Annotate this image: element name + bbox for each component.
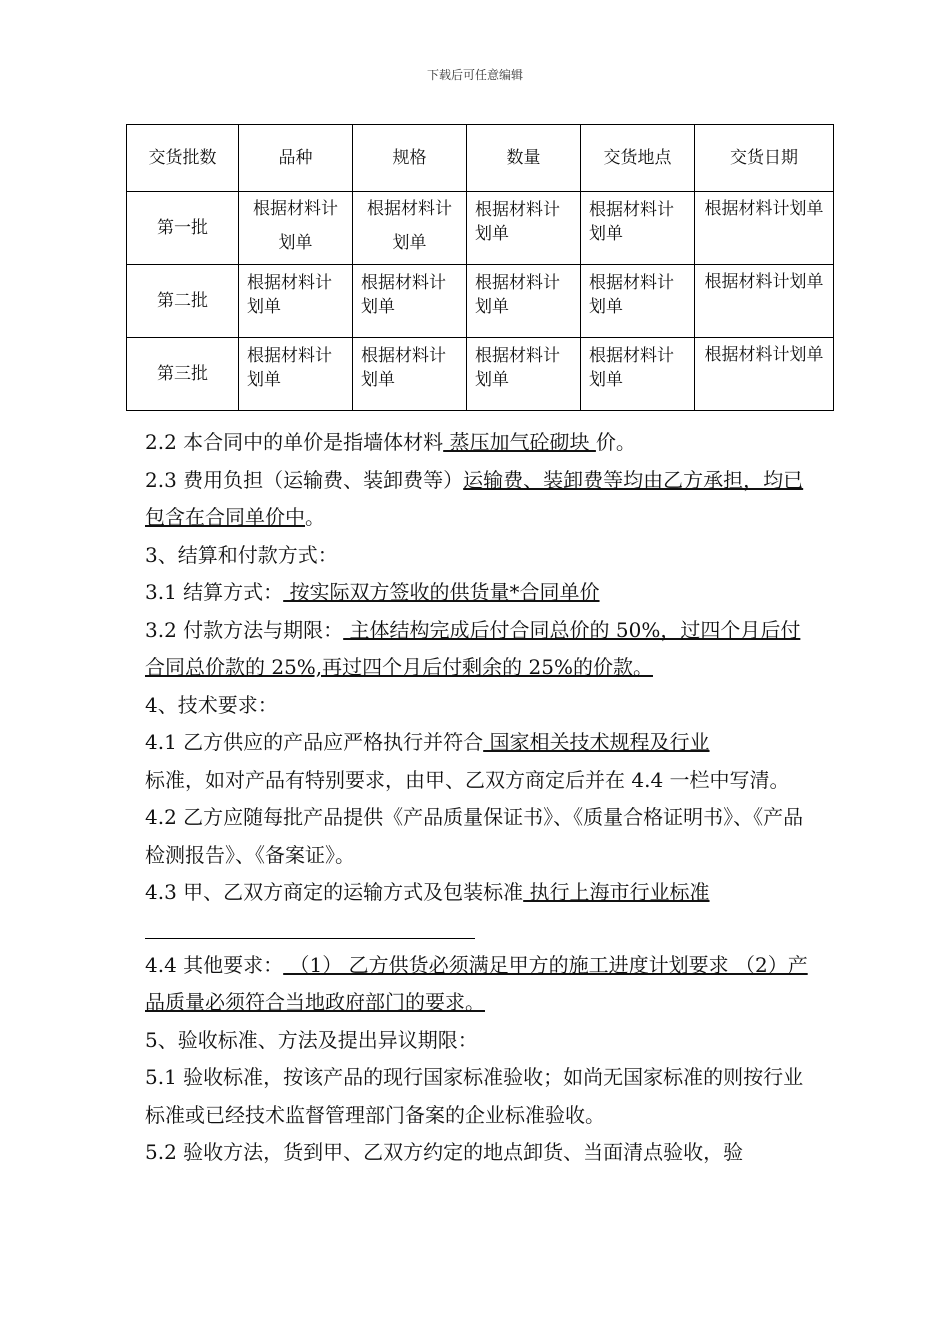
clause-fill: （1） 乙方供货必须满足甲方的施工进度计划要求 （2）产品质量必须符合当地政府部门的要求。 — [145, 952, 808, 1014]
table-cell: 根据材料计划单 — [695, 192, 834, 265]
table-cell: 根据材料计划单 — [239, 265, 353, 338]
header-cell: 交货批数 — [127, 125, 239, 192]
table-cell: 根据材料计划单 — [581, 192, 695, 265]
clause-text: 标准，如对产品有特别要求，由甲、乙双方商定后并在 4.4 一栏中写清。 — [145, 767, 790, 792]
clause-text: 价。 — [595, 430, 636, 454]
clause-text: 3.2 付款方法与期限： — [145, 617, 344, 642]
delivery-schedule-table — [126, 124, 834, 411]
table-cell: 根据材料计划单 — [467, 192, 581, 265]
header-cell: 数量 — [467, 125, 581, 192]
clause-fill: 执行上海市行业标准 — [523, 880, 710, 904]
table-cell: 根据材料计划单 — [695, 265, 834, 338]
contract-body — [145, 424, 810, 1172]
clause-text: 4.1 乙方供应的产品应严格执行并符合 — [145, 730, 484, 754]
clause-4-3 — [145, 874, 810, 912]
table-cell: 根据材料计划单 — [353, 265, 467, 338]
header-cell: 交货日期 — [695, 125, 834, 192]
table-cell: 根据材料计划单 — [581, 338, 695, 411]
header-cell: 规格 — [353, 125, 467, 192]
header-cell: 品种 — [239, 125, 353, 192]
clause-5-2: 5.2 验收方法，货到甲、乙双方约定的地点卸货、当面清点验收，验 — [145, 1140, 744, 1164]
blank-line — [145, 912, 475, 939]
table-cell: 根据材料计划单 — [353, 192, 467, 265]
clause-4-2: 4.2 乙方应随每批产品提供《产品质量保证书》、《质量合格证明书》、《产品检测报告》、《备案证》。 — [145, 805, 804, 867]
table-cell: 根据材料计划单 — [467, 338, 581, 411]
clause-fill: 按实际双方签收的供货量*合同单价 — [283, 580, 600, 604]
clause-3-2 — [145, 612, 810, 687]
table-cell: 根据材料计划单 — [353, 338, 467, 411]
clause-5-1: 5.1 验收标准，按该产品的现行国家标准验收；如尚无国家标准的则按行业标准或已经技术监督管理部门备案的企业标准验收。 — [145, 1065, 804, 1127]
clause-text: 2.3 费用负担（运输费、装卸费等） — [145, 467, 464, 492]
clause-fill: 主体结构完成后付合同总价的 50%，过四个月后付合同总价款的 25%,再过四个月后付剩余的 25%的价款。 — [145, 617, 801, 679]
section-4-heading: 4、技术要求： — [145, 692, 278, 717]
clause-4-4 — [145, 947, 810, 1022]
section-5-heading: 5、验收标准、方法及提出异议期限： — [145, 1027, 478, 1052]
clause-text: 4.3 甲、乙双方商定的运输方式及包装标准 — [145, 880, 524, 904]
batch-cell: 第三批 — [127, 338, 239, 411]
clause-3-1 — [145, 574, 810, 612]
table-cell: 根据材料计划单 — [239, 338, 353, 411]
clause-text: 4.4 其他要求： — [145, 952, 284, 977]
clause-text: 3.1 结算方式： — [145, 580, 284, 604]
clause-2-2 — [145, 424, 810, 462]
table-row — [127, 338, 834, 411]
table-cell: 根据材料计划单 — [467, 265, 581, 338]
batch-cell: 第二批 — [127, 265, 239, 338]
clause-2-3 — [145, 462, 810, 537]
table-row — [127, 192, 834, 265]
clause-fill: 国家相关技术规程及行业 — [483, 730, 710, 754]
table-cell: 根据材料计划单 — [695, 338, 834, 411]
clause-fill: 蒸压加气砼砌块 — [443, 430, 596, 454]
header-cell: 交货地点 — [581, 125, 695, 192]
section-3-heading: 3、结算和付款方式： — [145, 542, 338, 567]
table-cell: 根据材料计划单 — [239, 192, 353, 265]
table-cell: 根据材料计划单 — [581, 265, 695, 338]
batch-cell: 第一批 — [127, 192, 239, 265]
table-header-row — [127, 125, 834, 192]
clause-text: 2.2 本合同中的单价是指墙体材料 — [145, 430, 444, 454]
table-row — [127, 265, 834, 338]
clause-text: 。 — [305, 505, 325, 529]
clause-fill: 运输费、装卸费等均由乙方承担，均已包含在合同单价中 — [145, 467, 804, 529]
clause-4-1 — [145, 724, 810, 799]
header-note: 下载后可任意编辑 — [426, 68, 523, 82]
